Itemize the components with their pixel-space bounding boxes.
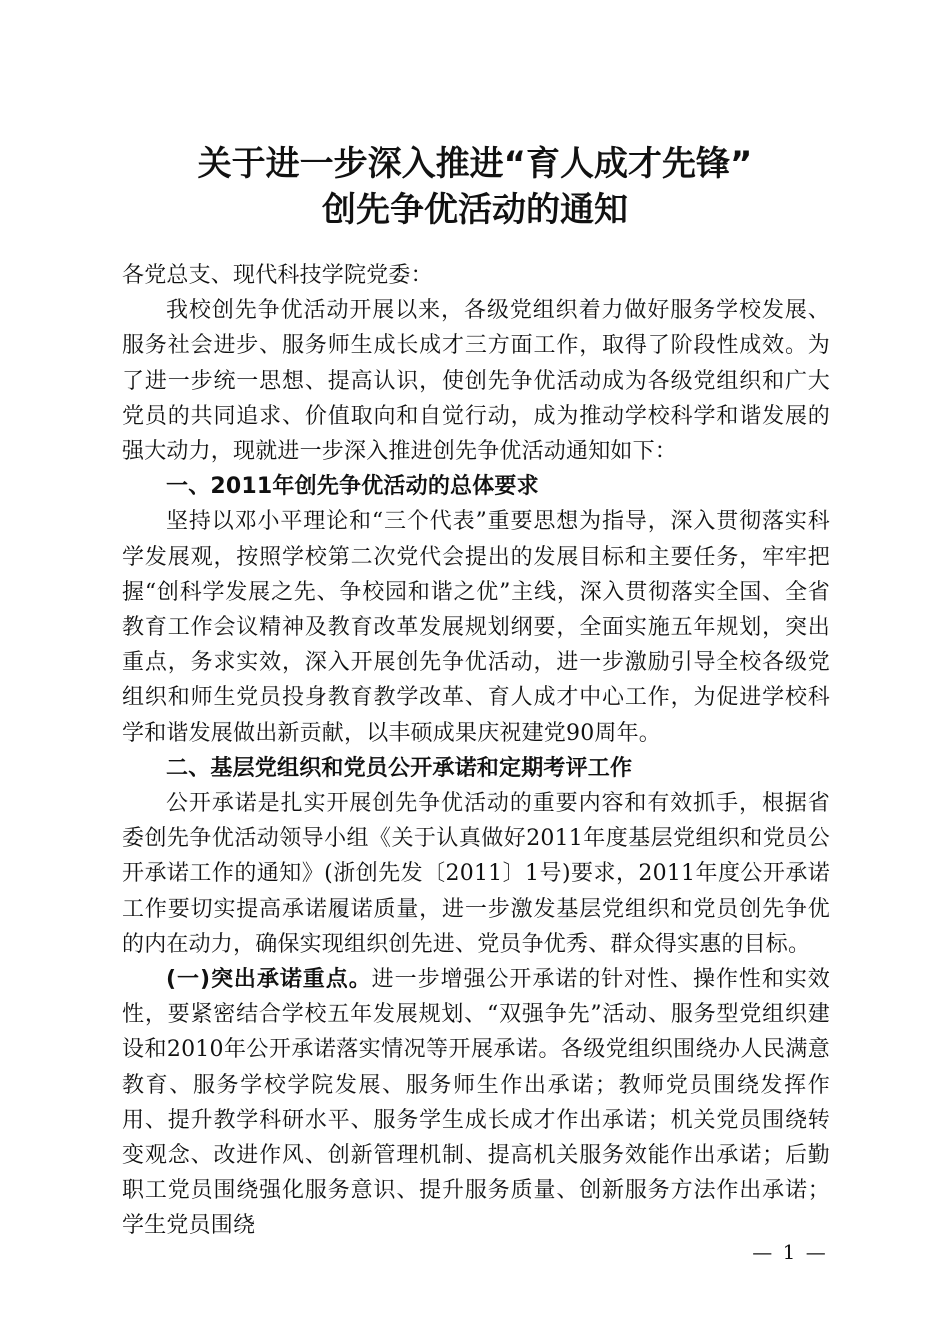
paragraph-subsection-1 [122, 962, 830, 1244]
paragraph-intro: 我校创先争优活动开展以来，各级党组织着力做好服务学校发展、服务社会进步、服务师生成长成才三方面工作，取得了阶段性成效。为了进一步统一思想、提高认识，使创先争优活动成为各级党组织和广大党员的共同追求、价值取向和自觉行动，成为推动学校科学和谐发展的强大动力，现就进一步深入推进创先争优活动通知如下： [122, 298, 830, 465]
document-title-line1: 关于进一步深入推进“育人成才先锋” [197, 144, 753, 184]
salutation: 各党总支、现代科技学院党委： [122, 263, 433, 288]
subsection-1-text: 进一步增强公开承诺的针对性、操作性和实效性，要紧密结合学校五年发展规划、“双强争先”活动、服务型党组织建设和2010年公开承诺落实情况等开展承诺。各级党组织围绕办人民满意教育、服务学校学院发展、服务师生作出承诺；教师党员围绕发挥作用、提升教学科研水平、服务学生成长成才作出承诺；机关党员围绕转变观念、改进作风、创新管理机制、提高机关服务效能作出承诺；后勤职工党员围绕强化服务意识、提升服务质量、创新服务方法作出承诺；学生党员围绕 [122, 967, 830, 1239]
document-body [122, 258, 830, 1244]
page-number: — 1 — [752, 1240, 828, 1264]
subsection-1-lead: (一)突出承诺重点。 [166, 967, 372, 993]
section-heading-1: 一、2011年创先争优活动的总体要求 [166, 474, 539, 500]
document-title-line2: 创先争优活动的通知 [322, 190, 628, 230]
paragraph-section-2: 公开承诺是扎实开展创先争优活动的重要内容和有效抓手，根据省委创先争优活动领导小组《关于认真做好2011年度基层党组织和党员公开承诺工作的通知》(浙创先发〔2011〕1号)要求，2011年度公开承诺工作要切实提高承诺履诺质量，进一步激发基层党组织和党员创先争优的内在动力，确保实现组织创先进、党员争优秀、群众得实惠的目标。 [122, 791, 830, 957]
section-heading-2: 二、基层党组织和党员公开承诺和定期考评工作 [166, 755, 633, 781]
paragraph-section-1: 坚持以邓小平理论和“三个代表”重要思想为指导，深入贯彻落实科学发展观，按照学校第二次党代会提出的发展目标和主要任务，牢牢把握“创科学发展之先、争校园和谐之优”主线，深入贯彻落实全国、全省教育工作会议精神及教育改革发展规划纲要，全面实施五年规划，突出重点，务求实效，深入开展创先争优活动，进一步激励引导全校各级党组织和师生党员投身教育教学改革、育人成才中心工作，为促进学校科学和谐发展做出新贡献，以丰硕成果庆祝建党90周年。 [122, 509, 830, 746]
